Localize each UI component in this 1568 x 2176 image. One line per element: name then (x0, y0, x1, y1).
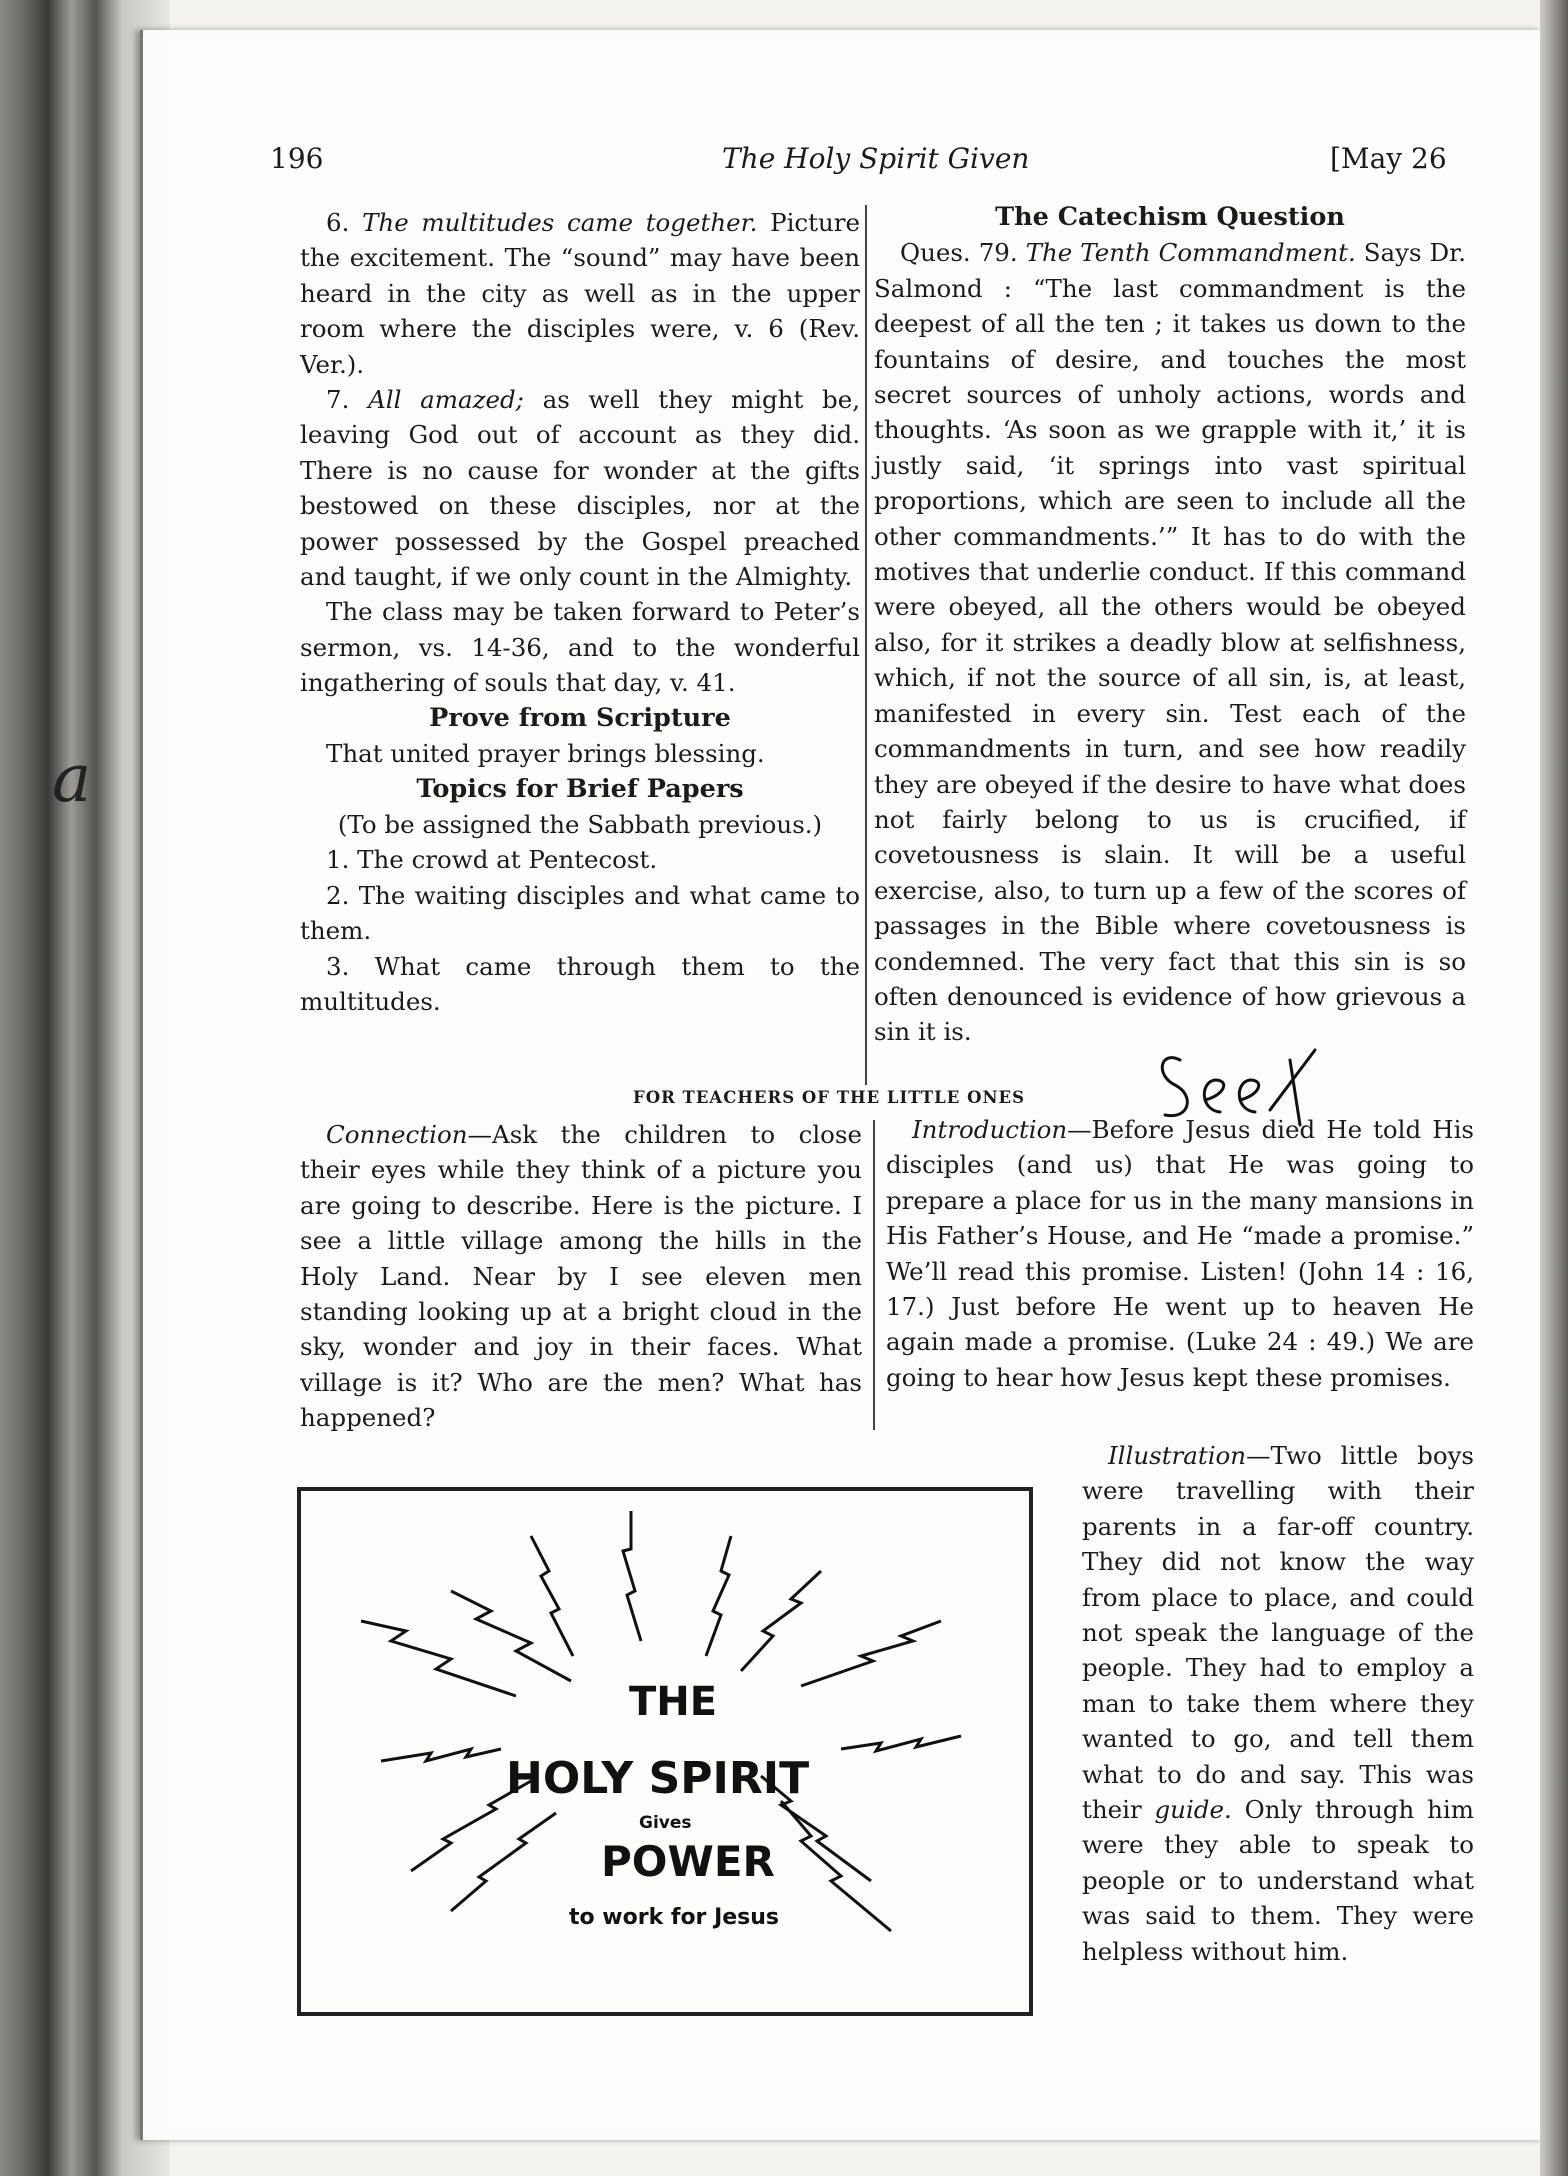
column-rule (873, 1120, 875, 1430)
topics-note: (To be assigned the Sabbath previous.) (337, 809, 823, 839)
prove-text: That united prayer brings blessing. (326, 739, 765, 769)
illustration-paragraph (1082, 1438, 1474, 1969)
bolt (841, 1736, 961, 1751)
emphasis: Connection (326, 1120, 468, 1149)
bolt (741, 1571, 821, 1671)
paragraph-text: as well they might be, leaving God out of account as they did. There is no cause for wonder at the gifts bestowed on these disciples, nor at the power possessed by the Gospel preached and taught, if we only count in the Almighty. (300, 385, 860, 592)
bolt (801, 1621, 941, 1686)
right-column (874, 200, 1466, 1050)
item-number: 6. (326, 208, 350, 237)
bolt (623, 1511, 641, 1641)
holy-spirit-illustration (297, 1487, 1033, 2016)
illustration-line-the: THE (629, 1679, 718, 1725)
connection-paragraph (300, 1117, 862, 1436)
running-title: The Holy Spirit Given (722, 142, 1030, 175)
paragraph-text: —Two little boys were travelling with their parents in a far-off country. They did not know the way from place to place, and could not speak the language of the people. They had to employ a man to take them where they wanted to go, and tell them what to do and say. This was their (1082, 1441, 1474, 1825)
section-heading: FOR TEACHERS OF THE LITTLE ONES (633, 1088, 1026, 1107)
item-number: 7. (326, 385, 350, 415)
introduction-column (886, 1112, 1474, 1395)
topics-heading: Topics for Brief Papers (416, 773, 744, 804)
bolt (381, 1749, 501, 1761)
bolt (706, 1536, 731, 1656)
bolt (781, 1801, 891, 1931)
illustration-column (1082, 1438, 1474, 1969)
emphasis: guide. (1154, 1795, 1232, 1825)
introduction-paragraph (886, 1112, 1474, 1395)
paragraph-class: The class may be taken forward to Peter’s sermon, vs. 14-36, and to the wonderful ingathering of souls that day, v. 41. (300, 597, 860, 698)
topic-item: 1. The crowd at Pentecost. (326, 845, 658, 875)
paragraph-text: Picture the excitement. The “sound” may have been heard in the city as well as in the upper room where the disciples were, v. 6 (Rev. Ver.). (300, 208, 860, 379)
illustration-line-holy-spirit: HOLY SPIRIT (506, 1753, 810, 1804)
prove-heading: Prove from Scripture (429, 702, 731, 733)
illustration-line-gives: Gives (639, 1813, 692, 1833)
topic-item: 2. The waiting disciples and what came to them. (300, 880, 860, 946)
margin-mark: a (52, 740, 92, 817)
column-rule (865, 205, 867, 1085)
question-label: Ques. 79. (900, 238, 1018, 268)
bolt (451, 1813, 556, 1911)
paragraph-text: Only through him were they able to speak to people or to understand what was said to them. They were helpless without him. (1082, 1795, 1474, 1966)
paragraph-text: Says Dr. Salmond : “The last commandment is the deepest of all the ten ; it takes us down to the fountains of desire, and touches the most secret sources of unholy actions, words and thoughts. ‘As soon as we grapple with it,’ it is justly said, ‘it springs into vast spiritual proportions, which are seen to include all the other commandments.’” It has to do with the motives that underlie conduct. If this command were obeyed, all the others would be obeyed also, for it strikes a deadly blow at selfishness, which, if not the source of all sin, is, at least, manifested in every sin. Test each of the commandments in turn, and see how readily they are obeyed if the desire to have what does not fairly belong to us is crucified, if covetousness is slain. It will be a useful exercise, also, to turn up a few of the scores of passages in the Bible where covetousness is condemned. The very fact that this sin is so often denounced is evidence of how grievous a sin it is. (874, 238, 1466, 1047)
bolt (531, 1536, 573, 1656)
catechism-heading: The Catechism Question (995, 202, 1345, 232)
bolt (451, 1591, 571, 1681)
catechism-text (874, 235, 1466, 1049)
book-right-edge (1540, 0, 1568, 2176)
illustration-line-work: to work for Jesus (569, 1905, 780, 1930)
handwritten-annotation (1150, 1030, 1330, 1140)
topic-item: 3. What came through them to the multitudes. (300, 951, 860, 1016)
emphasis: Illustration (1108, 1441, 1247, 1470)
paragraph-7 (300, 382, 860, 594)
header-date: [May 26 (1330, 142, 1447, 175)
paragraph-text: —Before Jesus died He told His disciples (and us) that He was going to prepare a place for us in the many mansions in His Father’s House, and He “made a promise.” We’ll read this promise. Listen! (John 14 : 16, 17.) Just before He went up to heaven He again made a promise. (Luke 24 : 49.) We are going to hear how Jesus kept these promises. (886, 1115, 1474, 1392)
connection-column (300, 1117, 862, 1436)
emphasis: All amazed; (368, 385, 524, 415)
emphasis: The Tenth Commandment. (1025, 238, 1356, 268)
left-column (300, 205, 860, 1019)
emphasis: Introduction (912, 1115, 1068, 1144)
paragraph-text: —Ask the children to close their eyes while they think of a picture you are going to describe. Here is the picture. I see a little village among the hills in the Holy Land. Near by I see eleven men standing looking up at a bright cloud in the sky, wonder and joy in their faces. What village is it? Who are the men? What has happened? (300, 1120, 862, 1433)
emphasis: The multitudes came together. (362, 208, 758, 237)
bolt (361, 1621, 516, 1696)
page-number: 196 (270, 142, 324, 175)
paragraph-6 (300, 205, 860, 382)
illustration-line-power: POWER (601, 1837, 775, 1886)
